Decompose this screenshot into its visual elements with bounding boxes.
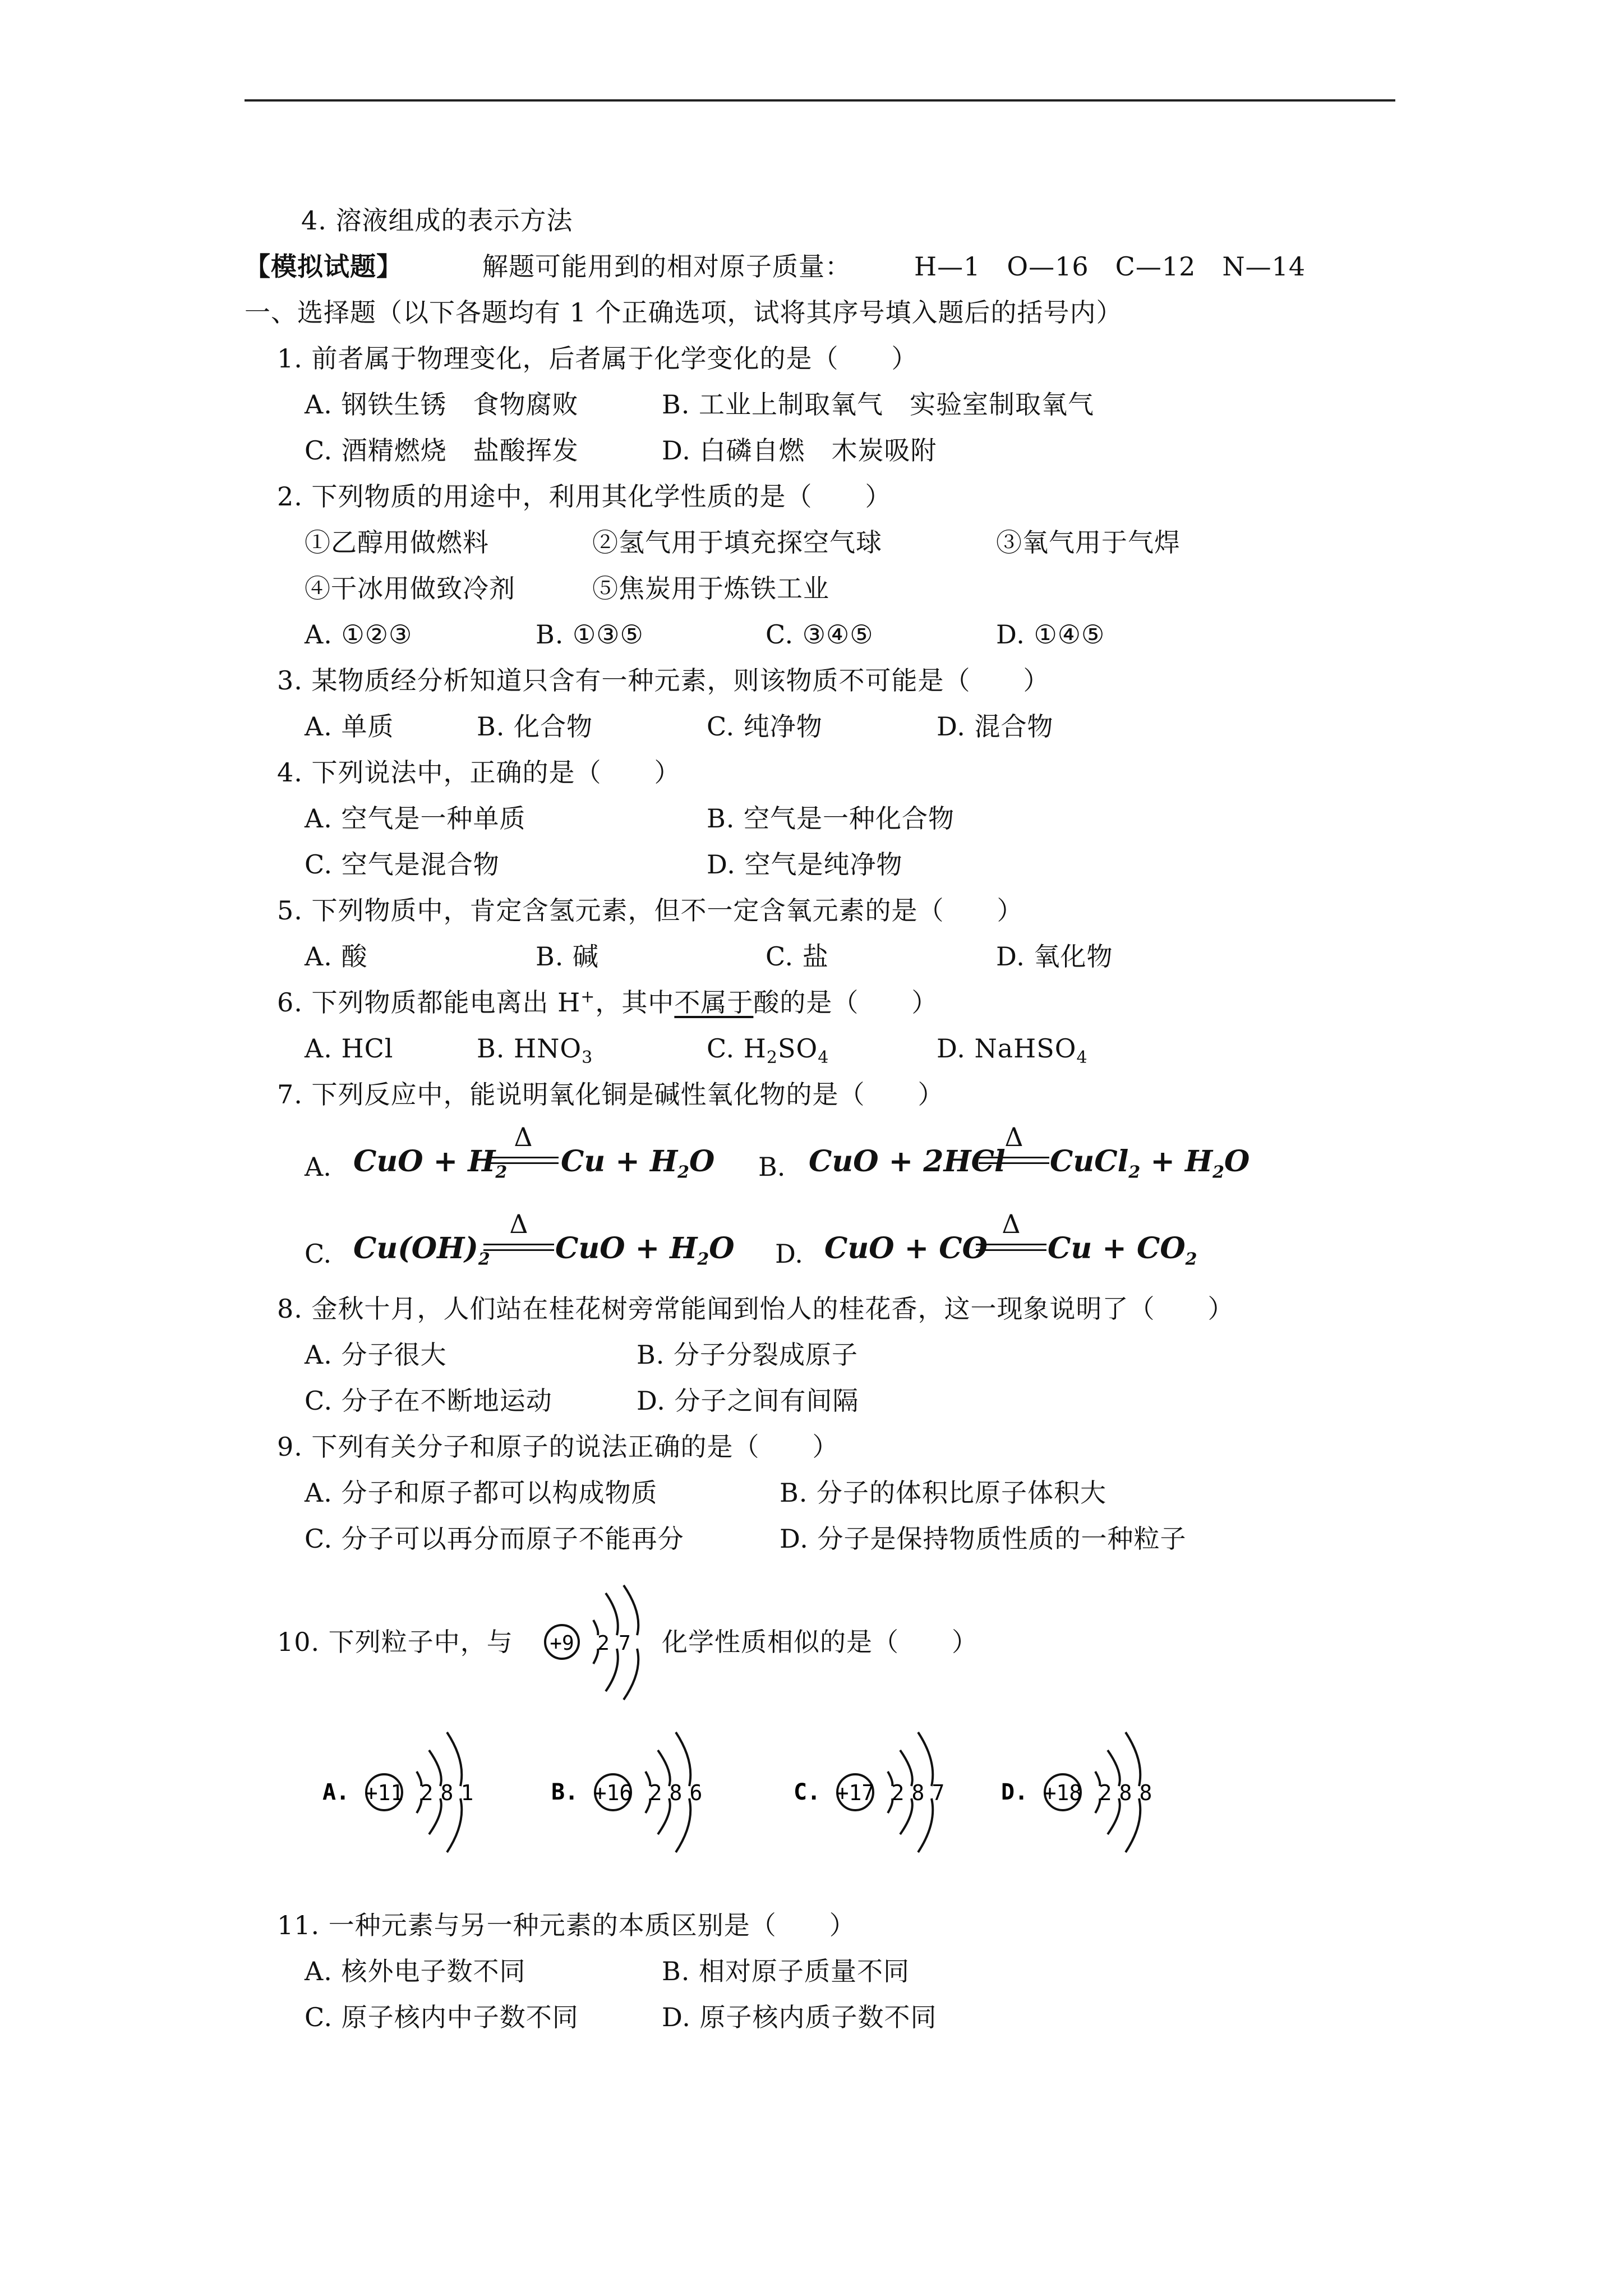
question-7-option-b-heat-arrow: [979, 1122, 1049, 1177]
question-2-item-4: ④干冰用做致冷剂: [305, 573, 515, 604]
reference-shell-2: 7: [619, 1632, 631, 1655]
question-4-option-c: C. 空气是混合物: [305, 849, 500, 880]
option-c-shell-3: 7: [932, 1780, 945, 1805]
question-6-option-d-sub: 4: [1076, 1048, 1088, 1068]
question-8-option-c: C. 分子在不断地运动: [305, 1386, 552, 1416]
option-b-shell-1: 2: [649, 1780, 662, 1805]
part-one-title: 一、选择题（以下各题均有 1 个正确选项，试将其序号填入题后的括号内）: [245, 297, 1123, 328]
question-7-option-a-rhs-sub: 2: [677, 1162, 689, 1182]
question-5-option-b: B. 碱: [536, 941, 600, 972]
question-7-option-a-lhs: [353, 1144, 508, 1182]
question-4-stem: 4. 下列说法中，正确的是（ ）: [277, 757, 681, 788]
question-6-ion-charge: +: [580, 987, 596, 1007]
option-b-nucleus-charge: +16: [593, 1780, 633, 1805]
question-6-stem-mid: ，其中: [595, 987, 675, 1018]
option-d-shell-1: 2: [1099, 1780, 1112, 1805]
option-d-shell-3: 8: [1139, 1780, 1152, 1805]
option-c-shell-1: 2: [891, 1780, 905, 1805]
option-d-label: D.: [1001, 1779, 1029, 1805]
reference-nucleus-charge: +9: [550, 1632, 574, 1655]
question-10-option-c-atom-diagram: [794, 1728, 962, 1857]
question-5-stem: 5. 下列物质中，肯定含氢元素，但不一定含氧元素的是（ ）: [277, 895, 1023, 926]
question-5-option-d: D. 氧化物: [996, 941, 1113, 972]
question-2-item-2: ②氢气用于填充探空气球: [592, 527, 882, 558]
question-7-option-b-rhs-text: CuCl: [1050, 1144, 1129, 1179]
question-7-option-d-label: D.: [775, 1239, 803, 1269]
mock-test-label: 【模拟试题】: [245, 251, 403, 282]
question-6-option-b: [477, 1032, 593, 1068]
question-7-option-c-rhs-text: CuO + H: [555, 1231, 698, 1266]
question-7-option-b-lhs: CuO + 2HCl: [809, 1144, 1006, 1179]
question-7-option-b-rhs-end: O: [1224, 1144, 1250, 1179]
question-2-item-3: ③氧气用于气焊: [996, 527, 1181, 558]
question-6-option-b-sub: 3: [582, 1048, 593, 1068]
question-2-item-5: ⑤焦炭用于炼铁工业: [592, 573, 829, 604]
question-10-option-b-atom-diagram: [551, 1728, 720, 1857]
question-3-option-a: A. 单质: [305, 711, 394, 742]
question-2-option-d: D. ①④⑤: [996, 619, 1105, 650]
question-5-option-c: C. 盐: [766, 941, 829, 972]
question-6-option-d-text: D. NaHSO: [937, 1033, 1077, 1064]
question-11-stem: 11. 一种元素与另一种元素的本质区别是（ ）: [277, 1910, 856, 1940]
question-7-option-c-lhs-text: Cu(OH): [353, 1231, 478, 1266]
reference-shell-1: 2: [597, 1632, 610, 1655]
question-7-option-a-label: A.: [305, 1152, 331, 1182]
question-7-option-a-heat-arrow: [488, 1122, 559, 1177]
question-10-reference-atom-diagram: [538, 1582, 656, 1705]
question-10-stem-post: 化学性质相似的是（ ）: [662, 1627, 978, 1657]
option-a-nucleus-charge: +11: [365, 1780, 404, 1805]
question-10-option-d-atom-diagram: [1001, 1728, 1169, 1857]
option-c-label: C.: [794, 1779, 821, 1805]
question-7-option-d-rhs: [1048, 1231, 1197, 1269]
option-c-shell-2: 8: [911, 1780, 925, 1805]
question-7-option-c-rhs: [555, 1231, 735, 1269]
question-9-option-d: D. 分子是保持物质性质的一种粒子: [780, 1524, 1187, 1554]
question-7-option-a-lhs-sub: 2: [495, 1162, 508, 1182]
question-5-option-a: A. 酸: [305, 941, 368, 972]
header-rule: [245, 99, 1395, 102]
question-3-option-d: D. 混合物: [937, 711, 1054, 742]
question-9-option-a: A. 分子和原子都可以构成物质: [305, 1478, 658, 1508]
question-11-option-b: B. 相对原子质量不同: [662, 1956, 910, 1986]
question-7-stem: 7. 下列反应中，能说明氧化铜是碱性氧化物的是（ ）: [277, 1079, 944, 1110]
question-8-option-b: B. 分子分裂成原子: [637, 1340, 859, 1370]
option-a-label: A.: [322, 1779, 350, 1805]
option-d-nucleus-charge: +18: [1043, 1780, 1082, 1805]
option-d-shell-2: 8: [1119, 1780, 1132, 1805]
question-2-item-1: ①乙醇用做燃料: [305, 527, 489, 558]
question-11-option-a: A. 核外电子数不同: [305, 1956, 526, 1986]
question-8-stem: 8. 金秋十月，人们站在桂花树旁常能闻到怡人的桂花香，这一现象说明了（ ）: [277, 1294, 1234, 1324]
option-a-shell-1: 2: [420, 1780, 434, 1805]
question-6-stem-post: 酸的是（ ）: [753, 987, 938, 1018]
question-2-option-b: B. ①③⑤: [536, 619, 644, 650]
question-9-option-b: B. 分子的体积比原子体积大: [780, 1478, 1107, 1508]
question-1-stem: 1. 前者属于物理变化，后者属于化学变化的是（ ）: [277, 343, 918, 374]
atomic-mass-note: 解题可能用到的相对原子质量：: [482, 251, 851, 282]
question-6-option-b-text: B. HNO: [477, 1033, 582, 1064]
question-7-option-a-rhs: [561, 1144, 715, 1182]
question-3-stem: 3. 某物质经分析知道只含有一种元素，则该物质不可能是（ ）: [277, 665, 1050, 696]
question-1-option-d: D. 白磷自燃 木炭吸附: [662, 435, 937, 466]
question-7-option-b-rhs-sub: 2: [1128, 1162, 1141, 1182]
question-6-stem-pre: 6. 下列物质都能电离出 H: [277, 987, 581, 1018]
section-title: 4. 溶液组成的表示方法: [301, 205, 573, 236]
question-7-option-b-rhs-sub2: 2: [1212, 1162, 1225, 1182]
question-7-option-a-rhs-text: Cu + H: [561, 1144, 678, 1179]
question-7-option-c-rhs-end: O: [709, 1231, 735, 1266]
question-6-option-c-text: C. H: [707, 1033, 767, 1064]
question-1-option-a: A. 钢铁生锈 食物腐败: [305, 389, 579, 420]
question-7-option-d-rhs-text: Cu + CO: [1048, 1231, 1186, 1266]
question-11-option-d: D. 原子核内质子数不同: [662, 2002, 937, 2032]
option-c-nucleus-charge: +17: [836, 1780, 875, 1805]
question-9-option-c: C. 分子可以再分而原子不能再分: [305, 1524, 684, 1554]
question-7-option-a-lhs-text: CuO + H: [353, 1144, 496, 1179]
question-2-option-a: A. ①②③: [305, 619, 413, 650]
question-10-option-a-atom-diagram: [322, 1728, 491, 1857]
question-8-option-d: D. 分子之间有间隔: [637, 1386, 859, 1416]
question-6-stem: [277, 986, 938, 1019]
question-7-option-c-label: C.: [305, 1239, 332, 1269]
question-6-option-c-sub2: 4: [818, 1048, 829, 1068]
question-7-option-c-rhs-sub: 2: [697, 1249, 709, 1269]
question-7-option-b-rhs-mid: + H: [1140, 1144, 1213, 1179]
question-7-option-b-rhs: [1050, 1144, 1250, 1182]
question-7-option-a-rhs-end: O: [689, 1144, 715, 1179]
question-6-underlined: 不属于: [674, 987, 754, 1018]
question-6-option-c: [707, 1032, 829, 1068]
heat-delta-icon: Δ: [1002, 1209, 1021, 1239]
option-b-shell-3: 6: [689, 1780, 703, 1805]
option-b-shell-2: 8: [669, 1780, 683, 1805]
question-10-stem-pre: 10. 下列粒子中，与: [277, 1627, 513, 1657]
heat-delta-icon: Δ: [514, 1122, 533, 1152]
question-11-option-c: C. 原子核内中子数不同: [305, 2002, 579, 2032]
question-8-option-a: A. 分子很大: [305, 1340, 447, 1370]
question-6-option-c-sub1: 2: [766, 1048, 778, 1068]
question-7-option-d-rhs-sub: 2: [1185, 1249, 1197, 1269]
question-6-option-a: A. HCl: [305, 1033, 394, 1064]
option-a-shell-2: 8: [440, 1780, 454, 1805]
question-4-option-d: D. 空气是纯净物: [707, 849, 903, 880]
heat-delta-icon: Δ: [1004, 1122, 1023, 1152]
option-b-label: B.: [551, 1779, 579, 1805]
question-7-option-c-heat-arrow: [483, 1209, 554, 1264]
heat-delta-icon: Δ: [509, 1209, 528, 1239]
question-2-option-c: C. ③④⑤: [766, 619, 874, 650]
question-7-option-c-lhs-sub: 2: [478, 1249, 490, 1269]
atomic-mass-values: H—1 O—16 C—12 N—14: [914, 251, 1306, 282]
question-3-option-b: B. 化合物: [477, 711, 593, 742]
question-1-option-c: C. 酒精燃烧 盐酸挥发: [305, 435, 579, 466]
question-6-option-d: [937, 1032, 1088, 1068]
question-7-option-c-lhs: [353, 1231, 490, 1269]
question-1-option-b: B. 工业上制取氧气 实验室制取氧气: [662, 389, 1095, 420]
question-4-option-b: B. 空气是一种化合物: [707, 803, 955, 834]
option-a-shell-3: 1: [460, 1780, 474, 1805]
question-7-option-b-label: B.: [758, 1152, 786, 1182]
question-7-option-d-heat-arrow: [976, 1209, 1046, 1264]
question-6-option-c-mid: SO: [778, 1033, 818, 1064]
question-2-stem: 2. 下列物质的用途中，利用其化学性质的是（ ）: [277, 481, 892, 512]
question-9-stem: 9. 下列有关分子和原子的说法正确的是（ ）: [277, 1432, 839, 1462]
question-7-option-d-lhs: CuO + CO: [824, 1231, 988, 1266]
question-4-option-a: A. 空气是一种单质: [305, 803, 526, 834]
question-3-option-c: C. 纯净物: [707, 711, 823, 742]
